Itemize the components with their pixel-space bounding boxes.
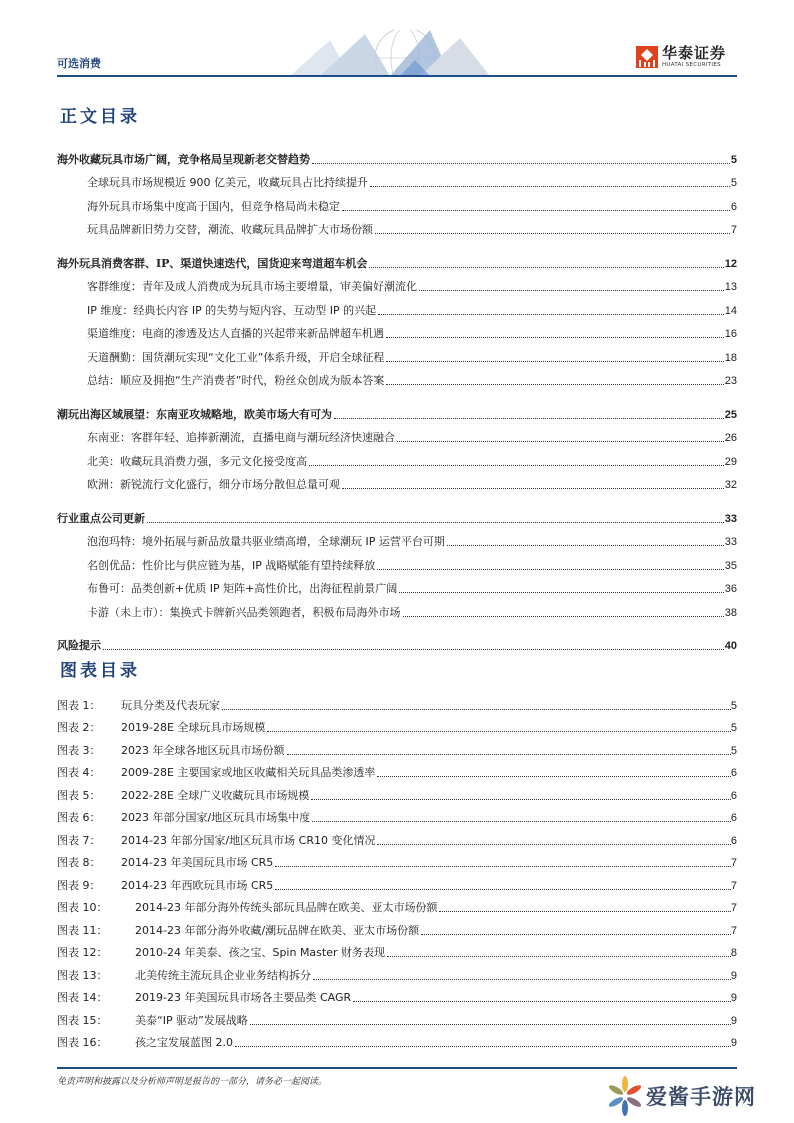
toc-item[interactable]: 总结：顺应及拥抱“生产消费者”时代，粉丝众创成为版本答案 23	[87, 374, 737, 387]
toc-item[interactable]: 客群维度：青年及成人消费成为玩具市场主要增量，审美偏好潮流化 13	[87, 280, 737, 293]
figure-item[interactable]: 图表 13： 北美传统主流玩具企业业务结构拆分 9	[57, 968, 737, 982]
figure-item[interactable]: 图表 10： 2014-23 年部分海外传统头部玩具品牌在欧美、亚太市场份额 7	[57, 901, 737, 914]
footer-divider	[57, 1067, 737, 1069]
toc-item[interactable]: 名创优品：性价比与供应链为基，IP 战略赋能有望持续释放 35	[87, 558, 737, 572]
toc-item[interactable]: 全球玩具市场规模近 900 亿美元，收藏玩具占比持续提升 5	[87, 176, 737, 189]
figure-item[interactable]: 图表 14： 2019-23 年美国玩具市场各主要品类 CAGR 9	[57, 991, 737, 1004]
watermark-text: 爱酱手游网	[646, 1085, 756, 1109]
toc-item[interactable]: 泡泡玛特：境外拓展与新品放量共驱业绩高增，全球潮玩 IP 运营平台可期 33	[87, 535, 737, 548]
logo-chinese-name: 华泰证券	[662, 44, 727, 62]
toc-item[interactable]: 北美：收藏玩具消费力强，多元文化接受度高 29	[87, 454, 737, 468]
figure-item[interactable]: 图表 5： 2022-28E 全球广义收藏玩具市场规模 6	[57, 788, 737, 802]
toc-item[interactable]: 卡游（未上市）：集换式卡牌新兴品类领跑者，积极布局海外市场 38	[87, 605, 737, 619]
figure-item[interactable]: 图表 1： 玩具分类及代表玩家 5	[57, 698, 737, 712]
figure-item[interactable]: 图表 3： 2023 年全球各地区玩具市场份额 5	[57, 743, 737, 757]
pinwheel-logo-icon	[608, 1076, 642, 1116]
figure-item[interactable]: 图表 16： 孩之宝发展蓝图 2.0 9	[57, 1036, 737, 1049]
watermark	[608, 1076, 756, 1116]
toc-item[interactable]: 布鲁可：品类创新+优质 IP 矩阵+高性价比，出海征程前景广阔 36	[87, 582, 737, 595]
toc-section[interactable]: 风险提示 40	[57, 639, 737, 652]
figure-item[interactable]: 图表 2： 2019-28E 全球玩具市场规模 5	[57, 721, 737, 734]
toc-section[interactable]: 潮玩出海区域展望：东南亚攻城略地，欧美市场大有可为 25	[57, 407, 737, 421]
toc-item[interactable]: IP 维度：经典长内容 IP 的失势与短内容、互动型 IP 的兴起 14	[87, 303, 737, 317]
figure-item[interactable]: 图表 12： 2010-24 年美泰、孩之宝、Spin Master 财务表现 8	[57, 946, 737, 959]
header-divider	[57, 75, 737, 77]
figure-item[interactable]: 图表 6： 2023 年部分国家/地区玩具市场集中度 6	[57, 811, 737, 824]
figure-item[interactable]: 图表 15： 美泰“IP 驱动”发展战略 9	[57, 1013, 737, 1027]
list-of-figures	[57, 690, 737, 1050]
figure-item[interactable]: 图表 4： 2009-28E 主要国家或地区收藏相关玩具品类渗透率 6	[57, 766, 737, 779]
toc-item[interactable]: 海外玩具市场集中度高于国内，但竞争格局尚未稳定 6	[87, 199, 737, 213]
report-category: 可选消费	[57, 57, 101, 70]
figure-item[interactable]: 图表 8： 2014-23 年美国玩具市场 CR5 7	[57, 856, 737, 869]
figures-title: 图表目录	[60, 661, 140, 681]
figure-item[interactable]: 图表 7： 2014-23 年部分国家/地区玩具市场 CR10 变化情况 6	[57, 833, 737, 847]
toc-section[interactable]: 海外收藏玩具市场广阔，竞争格局呈现新老交替趋势 5	[57, 152, 737, 166]
huatai-logo	[636, 46, 726, 69]
huatai-logo-icon	[636, 46, 658, 68]
figure-item[interactable]: 图表 9： 2014-23 年西欧玩具市场 CR5 7	[57, 878, 737, 892]
logo-english-name: HUATAI SECURITIES	[662, 62, 721, 68]
toc-item[interactable]: 东南亚：客群年轻、追捧新潮流，直播电商与潮玩经济快速融合 26	[87, 431, 737, 444]
toc-item[interactable]: 渠道维度：电商的渗透及达人直播的兴起带来新品牌超车机遇 16	[87, 327, 737, 340]
footer-disclaimer: 免责声明和披露以及分析师声明是报告的一部分，请务必一起阅读。	[57, 1077, 328, 1087]
toc-section[interactable]: 行业重点公司更新 33	[57, 511, 737, 525]
figure-item[interactable]: 图表 11： 2014-23 年部分海外收藏/潮玩品牌在欧美、亚太市场份额 7	[57, 923, 737, 937]
globe-decoration-icon	[290, 30, 510, 76]
toc-title: 正文目录	[60, 107, 140, 127]
toc-section[interactable]: 海外玩具消费客群、IP、渠道快速迭代，国货迎来弯道超车机会 12	[57, 256, 737, 270]
table-of-contents	[57, 143, 737, 653]
toc-item[interactable]: 欧洲：新锐流行文化盛行，细分市场分散但总量可观 32	[87, 478, 737, 491]
page-header	[0, 0, 794, 80]
toc-item[interactable]: 天道酬勤：国货潮玩实现“文化工业”体系升级，开启全球征程 18	[87, 350, 737, 364]
toc-item[interactable]: 玩具品牌新旧势力交替，潮流、收藏玩具品牌扩大市场份额 7	[87, 223, 737, 236]
